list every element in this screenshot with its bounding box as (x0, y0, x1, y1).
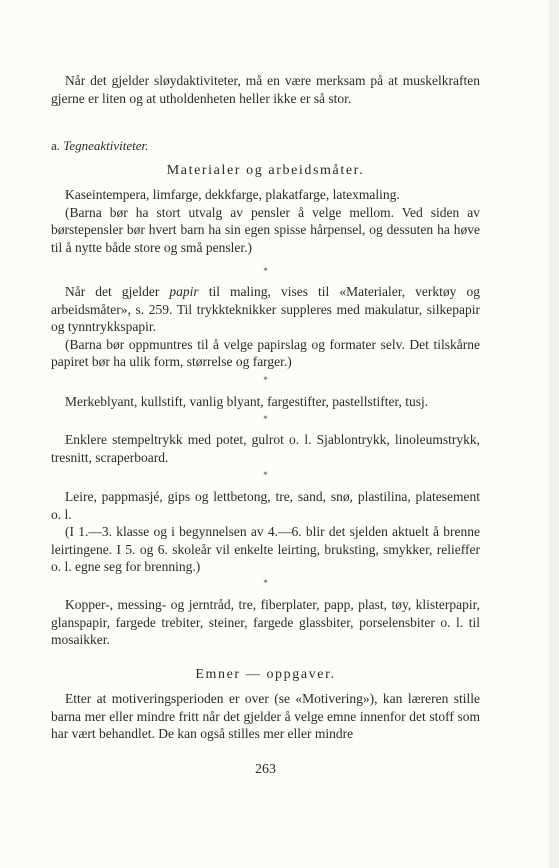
section-letter: a. (51, 138, 61, 153)
separator-star-2: * (263, 375, 268, 385)
materials-block-5 (51, 488, 480, 576)
paper-text-after: til maling, vises til «Materialer, verktøy og arbeidsmåter», s. 259. Til trykkteknikker suppleres med makulatur, silkepapir og tynntrykkspapir. (51, 284, 480, 335)
modeling-materials: Leire, pappmasjé, gips og lettbetong, tre, sand, snø, plastilina, platesement o. l. (51, 489, 480, 522)
craft-materials: Kopper-, messing- og jerntråd, tre, fiberplater, papp, plast, tøy, klisterpapir, glanspapir, fargede trebiter, steiner, fargede glassbiter, porselensbiter o. l. til mosaikker. (51, 597, 480, 648)
intro-text: Når det gjelder sløydaktiviteter, må en være merksam på at muskelkraften gjerne er liten og at utholdenheten heller ikke er så stor. (51, 73, 480, 106)
materials-heading: Materialer og arbeidsmåter. (166, 163, 365, 178)
brush-note: (Barna bør ha stort utvalg av pensler å velge mellom. Ved siden av børstepensler bør hvert barn ha sin egen spisse hårpensel, og dessuten ha høve til å nytte både store og små pensler.) (51, 204, 480, 255)
topics-heading: Emner — oppgaver. (195, 667, 336, 682)
materials-block-3 (51, 393, 480, 411)
print-techniques: Enklere stempeltrykk med potet, gulrot o. l. Sjablontrykk, linoleumstrykk, tresnitt, scraperboard. (51, 432, 480, 465)
materials-block-1 (51, 186, 480, 256)
paint-types: Kaseintempera, limfarge, dekkfarge, plakatfarge, latexmaling. (65, 187, 400, 202)
drawing-tools: Merkeblyant, kullstift, vanlig blyant, fargestifter, pastellstifter, tusj. (65, 394, 429, 409)
separator-star-4: * (263, 470, 268, 480)
paper-text-before: Når det gjelder (65, 284, 170, 299)
separator-star-1: * (263, 266, 268, 276)
page-edge (549, 0, 559, 868)
intro-paragraph (51, 72, 480, 107)
clay-note: (I 1.—3. klasse og i begynnelsen av 4.—6. blir det sjelden aktuelt å brenne leirtingene. I 5. og 6. skoleår vil enkelte leirting, bruksting, smykker, relieffer o. l. egne seg for brenning.) (51, 524, 480, 575)
paper-italic: papir (169, 284, 199, 299)
materials-block-4 (51, 431, 480, 466)
materials-block-2 (51, 283, 480, 371)
section-a-label (51, 138, 148, 154)
topics-text: Etter at motiveringsperioden er over (se «Motivering»), kan læreren stille barna mer eller mindre fritt når det gjelder å velge emne innenfor det stoff som har vært behandlet. De kan også stilles mer eller mindre (51, 691, 480, 742)
topics-block (51, 690, 480, 743)
materials-block-6 (51, 596, 480, 649)
paper-note: (Barna bør oppmuntres til å velge papirslag og formater selv. Det tilskårne papiret bør ha ulik form, størrelse og farger.) (51, 336, 480, 370)
paper-paragraph (51, 283, 480, 336)
page-number: 263 (255, 762, 276, 777)
separator-star-5: * (263, 578, 268, 588)
separator-star-3: * (263, 414, 268, 424)
section-title: Tegneaktiviteter. (63, 138, 149, 153)
